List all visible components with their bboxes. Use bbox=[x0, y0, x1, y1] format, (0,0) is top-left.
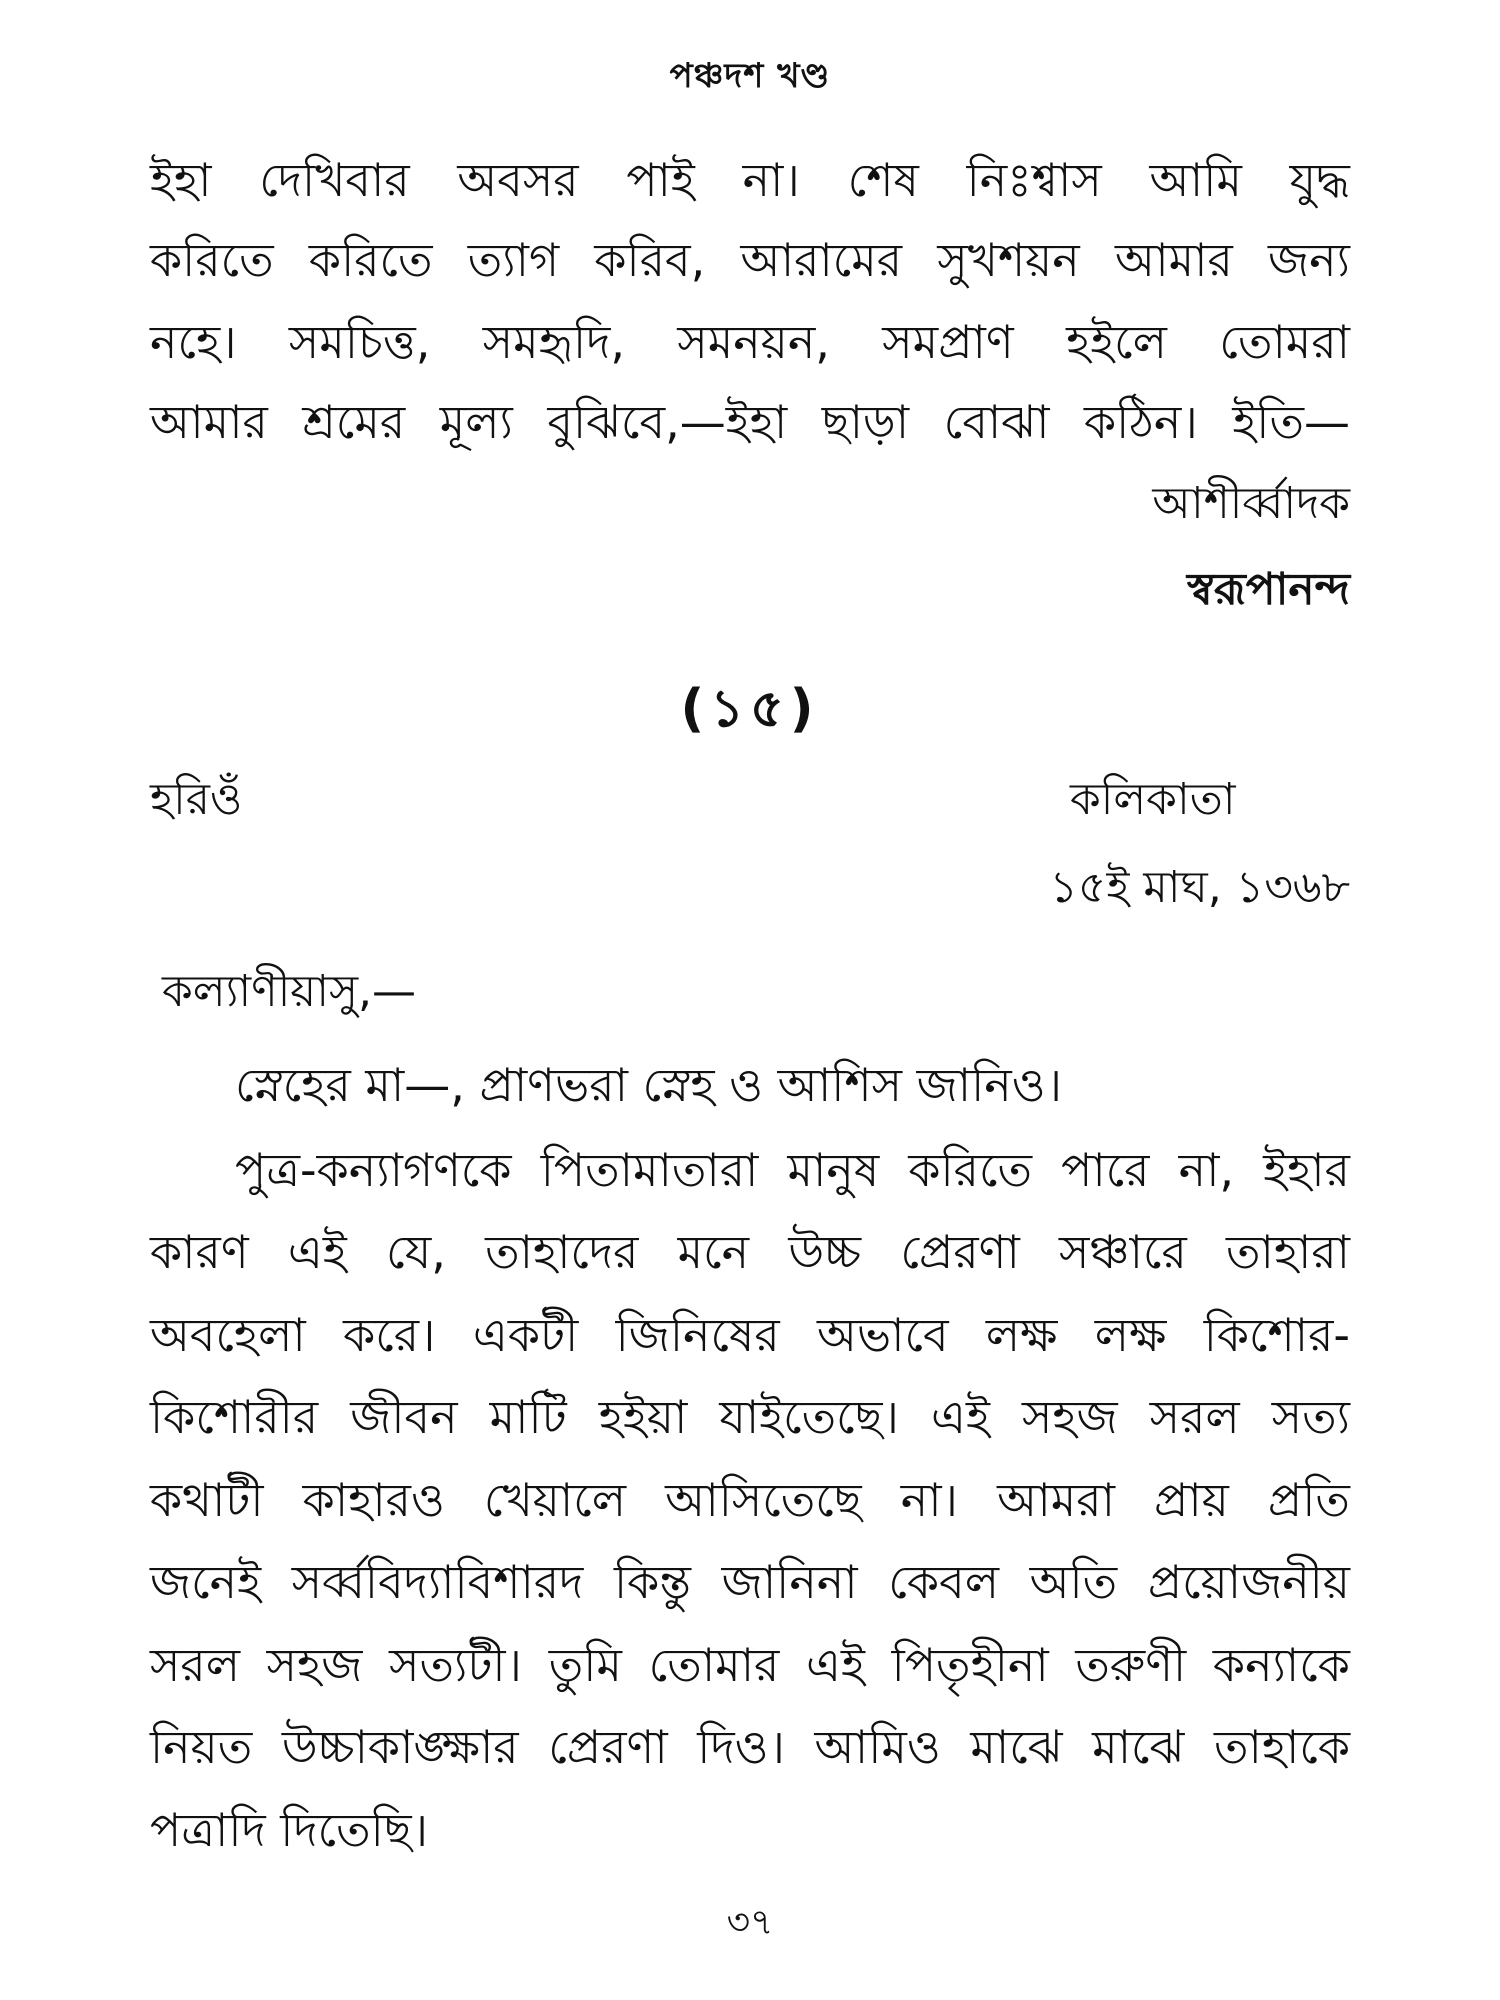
word: আমি bbox=[1149, 153, 1242, 207]
word: সুখশয়ন bbox=[937, 233, 1080, 287]
word: কিশোরীর bbox=[150, 1390, 319, 1444]
body-line bbox=[150, 392, 1350, 452]
word: সহজ bbox=[266, 1638, 363, 1692]
word: করিব, bbox=[594, 233, 706, 287]
word: কাহারও bbox=[302, 1473, 445, 1527]
word: সঞ্চারে bbox=[1059, 1225, 1187, 1279]
word: উচ্চ bbox=[788, 1225, 862, 1279]
running-header: পঞ্চদশ খণ্ড bbox=[669, 56, 831, 96]
body-line bbox=[150, 1305, 1350, 1365]
word: অভাবে bbox=[817, 1308, 949, 1362]
word: যাইতেছে। bbox=[719, 1390, 899, 1444]
word: সরল bbox=[1149, 1390, 1240, 1444]
word: হইলে bbox=[1066, 315, 1167, 369]
word: ইহার bbox=[1263, 1143, 1350, 1197]
word: উচ্চাকাঙ্ক্ষার bbox=[281, 1720, 519, 1774]
word: কঠিন। bbox=[1083, 395, 1198, 449]
word: জানিনা bbox=[721, 1555, 858, 1609]
body-line bbox=[150, 1717, 1350, 1777]
word: বুঝিবে,—ইহা bbox=[547, 395, 788, 449]
word: দিও। bbox=[697, 1720, 785, 1774]
word: একটী bbox=[472, 1308, 579, 1362]
word: সর্ব্ববিদ্যাবিশারদ bbox=[291, 1555, 584, 1609]
word: তাহারা bbox=[1225, 1225, 1350, 1279]
word: তাহাদের bbox=[485, 1225, 639, 1279]
word: মাঝে bbox=[1092, 1720, 1185, 1774]
closing-word: আশীর্ব্বাদক bbox=[1152, 478, 1350, 529]
word: প্রেরণা bbox=[548, 1720, 668, 1774]
body-line bbox=[150, 230, 1350, 290]
word: এই bbox=[287, 1225, 347, 1279]
word: সরল bbox=[150, 1638, 240, 1692]
opening-line: স্নেহের মা—, প্রাণভরা স্নেহ ও আশিস জানিও। bbox=[235, 1058, 1063, 1112]
body-line: পত্রাদি দিতেছি। bbox=[150, 1803, 429, 1857]
word: আমার bbox=[150, 395, 268, 449]
salutation: কল্যাণীয়াসু,— bbox=[162, 966, 417, 1017]
word: কন্যাকে bbox=[1212, 1638, 1350, 1692]
body-line bbox=[150, 1470, 1350, 1530]
body-line bbox=[150, 1552, 1350, 1612]
word: প্রায় bbox=[1154, 1473, 1229, 1527]
word: তুমি bbox=[548, 1638, 622, 1692]
word: পারে bbox=[1061, 1143, 1150, 1197]
word: জন্য bbox=[1268, 233, 1350, 287]
word: সহজ bbox=[1021, 1390, 1118, 1444]
word: কথাটী bbox=[150, 1473, 264, 1527]
word: যে, bbox=[386, 1225, 446, 1279]
word: প্রেরণা bbox=[900, 1225, 1020, 1279]
word: অবহেলা bbox=[150, 1308, 306, 1362]
word: মানুষ bbox=[787, 1143, 880, 1197]
word: পিতামাতারা bbox=[540, 1143, 759, 1197]
word: হইয়া bbox=[598, 1390, 688, 1444]
body-line bbox=[150, 150, 1350, 210]
word: ত্যাগ bbox=[467, 233, 560, 287]
word: মূল্য bbox=[439, 395, 513, 449]
word: নিঃশ্বাস bbox=[966, 153, 1102, 207]
word: প্রয়োজনীয় bbox=[1147, 1555, 1350, 1609]
word: নহে। bbox=[150, 315, 237, 369]
word: আমার bbox=[1114, 233, 1233, 287]
word: সত্যটী। bbox=[389, 1638, 523, 1692]
body-line bbox=[150, 1635, 1350, 1695]
word: আসিতেছে bbox=[665, 1473, 862, 1527]
word: প্রতি bbox=[1267, 1473, 1350, 1527]
word: মাঝে bbox=[970, 1720, 1063, 1774]
word: ইতি— bbox=[1232, 395, 1350, 449]
date: ১৫ই মাঘ, ১৩৬৮ bbox=[1049, 862, 1350, 913]
word: খেয়ালে bbox=[483, 1473, 626, 1527]
word: কেবল bbox=[888, 1555, 999, 1609]
word: আমিও bbox=[814, 1720, 941, 1774]
word: করিতে bbox=[308, 233, 433, 287]
word: পিতৃহীনা bbox=[891, 1638, 1049, 1692]
word: সমচিত্ত, bbox=[288, 315, 431, 369]
body-line bbox=[150, 1222, 1350, 1282]
body-line bbox=[150, 312, 1350, 372]
body-line bbox=[150, 1387, 1350, 1447]
word: ইহা bbox=[150, 153, 212, 207]
word: আরামের bbox=[740, 233, 903, 287]
word: তোমরা bbox=[1219, 315, 1350, 369]
word: বোঝা bbox=[943, 395, 1050, 449]
word: যুদ্ধ bbox=[1289, 153, 1350, 207]
page-number: ৩৭ bbox=[726, 1902, 774, 1943]
word: শেষ bbox=[847, 153, 919, 207]
word: তোমার bbox=[648, 1638, 780, 1692]
word: কারণ bbox=[150, 1225, 249, 1279]
word: করিতে bbox=[150, 233, 274, 287]
word: তরুণী bbox=[1075, 1638, 1187, 1692]
word: পুত্র-কন্যাগণকে bbox=[235, 1143, 512, 1197]
word: জীবন bbox=[350, 1390, 458, 1444]
word: ছাড়া bbox=[821, 395, 910, 449]
word: মাটি bbox=[489, 1390, 567, 1444]
word: কিশোর- bbox=[1203, 1308, 1350, 1362]
word: কিন্তু bbox=[613, 1555, 692, 1609]
word: পাই bbox=[626, 153, 695, 207]
word: সমহৃদি, bbox=[482, 315, 625, 369]
word: না। bbox=[742, 153, 800, 207]
letter-number-heading: (১৫) bbox=[680, 679, 820, 739]
word: লক্ষ bbox=[985, 1308, 1058, 1362]
body-line bbox=[235, 1140, 1350, 1200]
word: নিয়ত bbox=[150, 1720, 253, 1774]
word: এই bbox=[806, 1638, 865, 1692]
word: এই bbox=[930, 1390, 990, 1444]
word: করিতে bbox=[908, 1143, 1032, 1197]
word: লক্ষ bbox=[1094, 1308, 1167, 1362]
word: তাহাকে bbox=[1213, 1720, 1350, 1774]
word: না। bbox=[900, 1473, 958, 1527]
word: দেখিবার bbox=[259, 153, 410, 207]
word: সমনয়ন, bbox=[677, 315, 830, 369]
place: কলিকাতা bbox=[1070, 774, 1236, 825]
word: না, bbox=[1178, 1143, 1235, 1197]
word: শ্রমের bbox=[302, 395, 406, 449]
signature: স্বরূপানন্দ bbox=[1186, 564, 1350, 615]
invocation: হরিওঁ bbox=[150, 774, 243, 825]
word: করে। bbox=[343, 1308, 436, 1362]
word: মনে bbox=[677, 1225, 750, 1279]
word: সমপ্রাণ bbox=[882, 315, 1014, 369]
word: অবসর bbox=[457, 153, 579, 207]
word: জিনিষের bbox=[615, 1308, 780, 1362]
word: জনেই bbox=[150, 1555, 262, 1609]
word: আমরা bbox=[997, 1473, 1115, 1527]
word: সত্য bbox=[1271, 1390, 1350, 1444]
word: অতি bbox=[1029, 1555, 1118, 1609]
